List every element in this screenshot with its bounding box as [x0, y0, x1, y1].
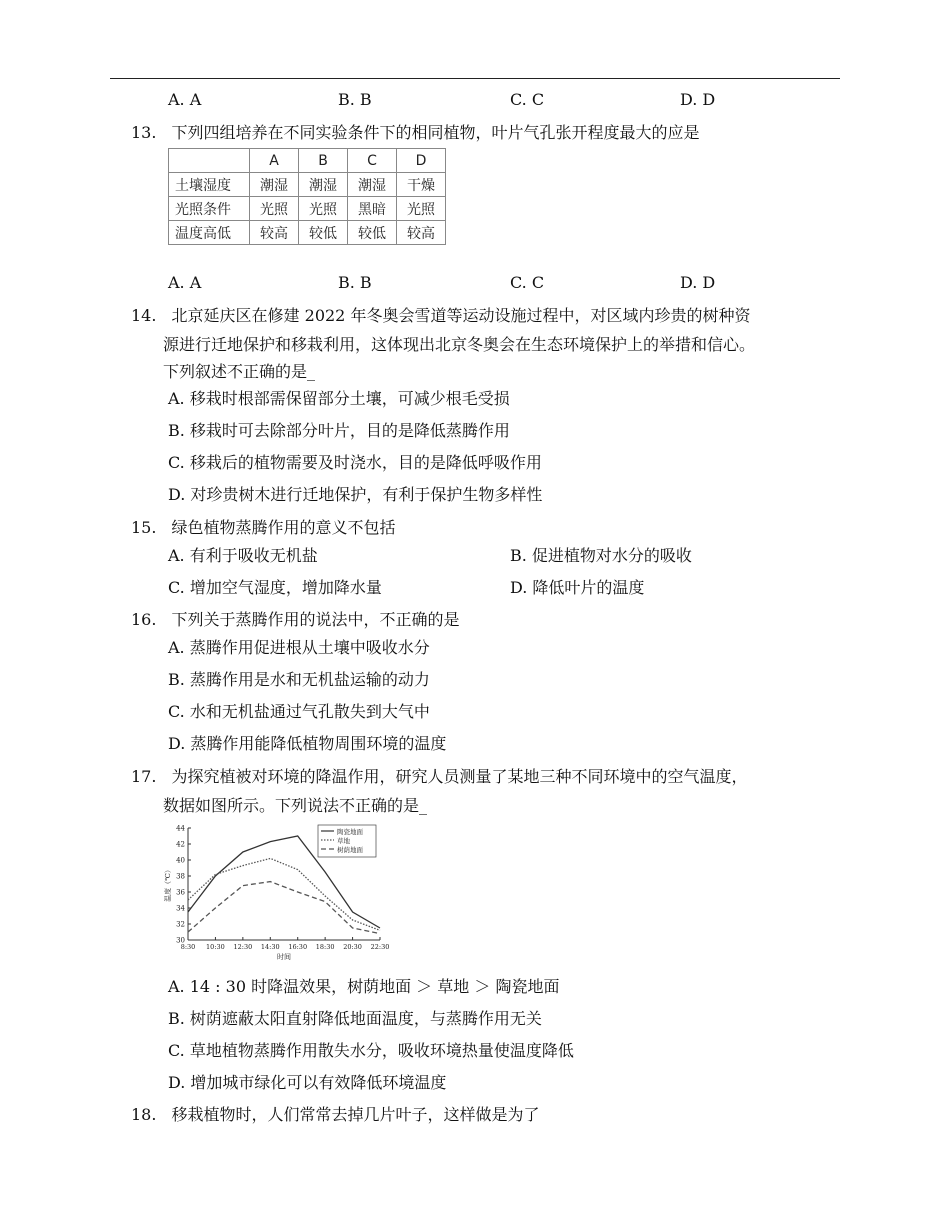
q13-number: 13. [131, 123, 157, 142]
top-option-b[interactable]: B. B [338, 90, 372, 109]
q15-option-d[interactable]: D. 降低叶片的温度 [510, 578, 645, 597]
q13-text: 下列四组培养在不同实验条件下的相同植物，叶片气孔张开程度最大的应是 [171, 123, 700, 142]
table-cell: 潮湿 [250, 173, 299, 197]
x-tick-label: 10:30 [206, 943, 225, 951]
q18-text: 移栽植物时，人们常常去掉几片叶子，这样做是为了 [171, 1105, 540, 1124]
table-cell: 潮湿 [348, 173, 397, 197]
header-rule [110, 78, 840, 79]
q14-option-a[interactable]: A. 移栽时根部需保留部分土壤，可减少根毛受损 [168, 389, 510, 408]
y-tick-label: 32 [176, 920, 185, 929]
q18-stem [131, 1104, 540, 1126]
y-tick-label: 42 [176, 840, 185, 849]
table-cell: 光照 [250, 197, 299, 221]
q17-stem-line-1 [131, 766, 748, 788]
table-cell: 光照条件 [169, 197, 250, 221]
top-option-a[interactable]: A. A [168, 90, 202, 109]
legend-label: 陶瓷地面 [337, 828, 363, 836]
table-header-cell: C [348, 149, 397, 173]
table-cell: 较低 [299, 221, 348, 245]
q13-stem [131, 122, 700, 144]
q13-option-a[interactable]: A. A [168, 273, 202, 292]
x-tick-label: 16:30 [288, 943, 308, 951]
table-cell: 潮湿 [299, 173, 348, 197]
q14-option-d[interactable]: D. 对珍贵树木进行迁地保护，有利于保护生物多样性 [168, 485, 543, 504]
q16-option-d[interactable]: D. 蒸腾作用能降低植物周围环境的温度 [168, 734, 447, 753]
table-row [169, 173, 446, 197]
table-cell: 温度高低 [169, 221, 250, 245]
x-tick-label: 20:30 [343, 943, 362, 951]
top-option-c[interactable]: C. C [510, 90, 545, 109]
x-tick-label: 14:30 [260, 943, 280, 951]
q17-text-line: 为探究植被对环境的降温作用，研究人员测量了某地三种不同环境中的空气温度， [171, 767, 748, 786]
q14-text-line: 下列叙述不正确的是_ [163, 362, 316, 381]
series-line-2 [188, 882, 380, 934]
x-tick-label: 22:30 [370, 943, 390, 951]
q15-option-a[interactable]: A. 有利于吸收无机盐 [168, 546, 318, 565]
q16-option-b[interactable]: B. 蒸腾作用是水和无机盐运输的动力 [168, 670, 430, 689]
y-tick-label: 36 [176, 888, 185, 897]
y-axis-label: 温度（℃） [164, 866, 172, 902]
table-cell: 黑暗 [348, 197, 397, 221]
q17-option-b[interactable]: B. 树荫遮蔽太阳直射降低地面温度，与蒸腾作用无关 [168, 1009, 542, 1028]
q16-stem [131, 609, 460, 631]
table-cell: 较高 [250, 221, 299, 245]
table-header-cell: D [397, 149, 446, 173]
q16-option-c[interactable]: C. 水和无机盐通过气孔散失到大气中 [168, 702, 430, 721]
q13-conditions-table [168, 148, 446, 245]
q14-number: 14. [131, 306, 157, 325]
table-row [169, 221, 446, 245]
y-tick-label: 34 [176, 904, 185, 913]
y-tick-label: 30 [176, 936, 185, 945]
q14-text-line: 北京延庆区在修建 2022 年冬奥会雪道等运动设施过程中，对区域内珍贵的树种资 [171, 306, 751, 325]
table-cell: 土壤湿度 [169, 173, 250, 197]
table-cell: 光照 [397, 197, 446, 221]
q15-text: 绿色植物蒸腾作用的意义不包括 [171, 518, 396, 537]
q14-stem-line-1 [131, 305, 750, 327]
q17-option-a[interactable]: A. 14 : 30 时降温效果，树荫地面 ＞ 草地 ＞ 陶瓷地面 [168, 977, 560, 996]
table-row [169, 197, 446, 221]
q18-number: 18. [131, 1105, 157, 1124]
legend-label: 树荫地面 [337, 846, 363, 854]
table-cell: 较低 [348, 221, 397, 245]
y-tick-label: 40 [176, 856, 185, 865]
temperature-line-chart [160, 820, 390, 970]
table-header-cell [169, 149, 250, 173]
table-cell: 较高 [397, 221, 446, 245]
table-header-cell: B [299, 149, 348, 173]
q17-text-line: 数据如图所示。下列说法不正确的是_ [163, 796, 428, 815]
q17-option-c[interactable]: C. 草地植物蒸腾作用散失水分，吸收环境热量使温度降低 [168, 1041, 574, 1060]
q14-text-line: 源进行迁地保护和移栽利用，这体现出北京冬奥会在生态环境保护上的举措和信心。 [163, 335, 756, 354]
q16-number: 16. [131, 610, 157, 629]
table-cell: 光照 [299, 197, 348, 221]
table-header-cell: A [250, 149, 299, 173]
y-tick-label: 44 [176, 824, 185, 833]
q17-number: 17. [131, 767, 157, 786]
q15-option-b[interactable]: B. 促进植物对水分的吸收 [510, 546, 692, 565]
q13-option-b[interactable]: B. B [338, 273, 372, 292]
q15-stem [131, 517, 396, 539]
top-option-d[interactable]: D. D [680, 90, 716, 109]
x-tick-label: 12:30 [233, 943, 253, 951]
x-tick-label: 8:30 [180, 943, 196, 951]
x-tick-label: 18:30 [315, 943, 335, 951]
q16-option-a[interactable]: A. 蒸腾作用促进根从土壤中吸收水分 [168, 638, 430, 657]
q15-option-c[interactable]: C. 增加空气湿度，增加降水量 [168, 578, 382, 597]
series-line-1 [188, 858, 380, 930]
q16-text: 下列关于蒸腾作用的说法中，不正确的是 [171, 610, 460, 629]
q17-option-d[interactable]: D. 增加城市绿化可以有效降低环境温度 [168, 1073, 447, 1092]
q14-option-b[interactable]: B. 移栽时可去除部分叶片，目的是降低蒸腾作用 [168, 421, 510, 440]
q13-option-c[interactable]: C. C [510, 273, 545, 292]
q14-option-c[interactable]: C. 移栽后的植物需要及时浇水，目的是降低呼吸作用 [168, 453, 542, 472]
y-tick-label: 38 [176, 872, 185, 881]
x-axis-label: 时间 [277, 953, 291, 961]
legend-label: 草地 [337, 837, 350, 845]
table-cell: 干燥 [397, 173, 446, 197]
q13-option-d[interactable]: D. D [680, 273, 716, 292]
q15-number: 15. [131, 518, 157, 537]
